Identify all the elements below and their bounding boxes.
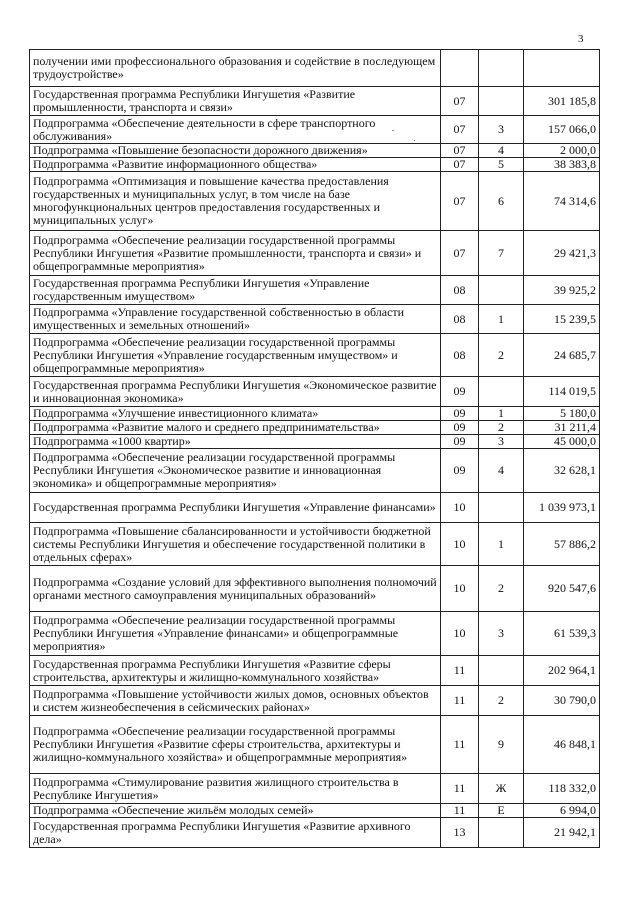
row-name: Подпрограмма «Обеспечение деятельности в сфере транспортного обслуживания»	[30, 116, 441, 144]
row-subprogram-code	[479, 656, 524, 686]
row-subprogram-code	[479, 276, 524, 305]
table-row	[30, 276, 600, 305]
row-name: Подпрограмма «Создание условий для эффективного выполнения полномочий органами местного самоуправления муниципальных образований»	[30, 566, 441, 612]
row-name: Подпрограмма «Обеспечение реализации государственной программы Республики Ингушетия «Развитие промышленности, транспорта и связи» и общепрограммные мероприятия»	[30, 231, 441, 276]
row-subprogram-code: Ж	[479, 774, 524, 804]
row-program-code: 08	[441, 334, 479, 377]
row-subprogram-code: Е	[479, 804, 524, 818]
row-subprogram-code: 5	[479, 158, 524, 172]
table-row	[30, 421, 600, 435]
row-amount: 21 942,1	[524, 818, 600, 848]
table-row	[30, 305, 600, 334]
row-program-code: 09	[441, 377, 479, 407]
table-row	[30, 566, 600, 612]
table-row	[30, 493, 600, 523]
table-row	[30, 818, 600, 848]
row-subprogram-code: 3	[479, 116, 524, 144]
row-name: Подпрограмма «Обеспечение реализации государственной программы Республики Ингушетия «Управление финансами» и общепрограммные мероприятия»	[30, 612, 441, 656]
row-subprogram-code	[479, 818, 524, 848]
row-program-code: 07	[441, 87, 479, 116]
row-amount: 57 886,2	[524, 523, 600, 566]
row-program-code: 08	[441, 305, 479, 334]
row-subprogram-code: 7	[479, 231, 524, 276]
row-amount: 301 185,8	[524, 87, 600, 116]
row-program-code: 10	[441, 566, 479, 612]
row-name: Государственная программа Республики Ингушетия «Развитие архивного дела»	[30, 818, 441, 848]
row-name: Подпрограмма «Улучшение инвестиционного климата»	[30, 407, 441, 421]
table-row	[30, 523, 600, 566]
row-program-code: 11	[441, 656, 479, 686]
table-row	[30, 656, 600, 686]
row-program-code: 08	[441, 276, 479, 305]
row-program-code: 07	[441, 172, 479, 231]
table-row	[30, 612, 600, 656]
row-name: Государственная программа Республики Ингушетия «Экономическое развитие и инновационная экономика»	[30, 377, 441, 407]
row-program-code: 07	[441, 231, 479, 276]
row-name: Подпрограмма «Развитие малого и среднего предпринимательства»	[30, 421, 441, 435]
row-subprogram-code: 2	[479, 334, 524, 377]
row-name: Государственная программа Республики Ингушетия «Управление финансами»	[30, 493, 441, 523]
row-subprogram-code: 6	[479, 172, 524, 231]
table-row	[30, 87, 600, 116]
row-amount: 39 925,2	[524, 276, 600, 305]
table-row	[30, 144, 600, 158]
row-name: Подпрограмма «Обеспечение реализации государственной программы Республики Ингушетия «Управление государственным имуществом» и общепрограммные мероприятия»	[30, 334, 441, 377]
row-amount: 5 180,0	[524, 407, 600, 421]
row-program-code: 11	[441, 774, 479, 804]
scan-speck	[414, 140, 415, 141]
table-row	[30, 449, 600, 493]
row-subprogram-code: 2	[479, 566, 524, 612]
row-program-code: 11	[441, 686, 479, 716]
row-program-code: 10	[441, 523, 479, 566]
table-row	[30, 158, 600, 172]
row-amount	[524, 50, 600, 87]
row-name: Государственная программа Республики Ингушетия «Управление государственным имуществом»	[30, 276, 441, 305]
row-program-code: 11	[441, 716, 479, 774]
row-amount: 24 685,7	[524, 334, 600, 377]
row-subprogram-code: 2	[479, 686, 524, 716]
row-amount: 74 314,6	[524, 172, 600, 231]
row-program-code: 10	[441, 612, 479, 656]
row-program-code	[441, 50, 479, 87]
table-row	[30, 686, 600, 716]
row-name: Подпрограмма «Обеспечение реализации государственной программы Республики Ингушетия «Развитие сферы строительства, архитектуры и жилищно-коммунального хозяйства» и общепрограммные мероприятия»	[30, 716, 441, 774]
table-row	[30, 231, 600, 276]
table-row	[30, 407, 600, 421]
row-name: Подпрограмма «Развитие информационного общества»	[30, 158, 441, 172]
row-subprogram-code: 2	[479, 421, 524, 435]
page-number: 3	[578, 33, 584, 45]
row-name: Подпрограмма «Обеспечение реализации государственной программы Республики Ингушетия «Экономическое развитие и инновационная экономика» и общепрограммные мероприятия»	[30, 449, 441, 493]
row-subprogram-code: 4	[479, 449, 524, 493]
row-name: Подпрограмма «Повышение безопасности дорожного движения»	[30, 144, 441, 158]
table-row	[30, 50, 600, 87]
table-row	[30, 116, 600, 144]
row-subprogram-code: 9	[479, 716, 524, 774]
row-amount: 202 964,1	[524, 656, 600, 686]
row-name: Подпрограмма «Повышение сбалансированности и устойчивости бюджетной системы Республики Ингушетия и обеспечение государственной политики в отдельных сферах»	[30, 523, 441, 566]
row-amount: 920 547,6	[524, 566, 600, 612]
row-subprogram-code: 3	[479, 435, 524, 449]
table-row	[30, 774, 600, 804]
row-amount: 45 000,0	[524, 435, 600, 449]
row-amount: 157 066,0	[524, 116, 600, 144]
row-amount: 118 332,0	[524, 774, 600, 804]
row-program-code: 07	[441, 116, 479, 144]
row-subprogram-code	[479, 493, 524, 523]
row-program-code: 10	[441, 493, 479, 523]
row-subprogram-code: 1	[479, 407, 524, 421]
row-name: Подпрограмма «Стимулирование развития жилищного строительства в Республике Ингушетия»	[30, 774, 441, 804]
row-name: получении ими профессионального образования и содействие в последующем трудоустройстве»	[30, 50, 441, 87]
scan-speck	[392, 130, 394, 131]
row-name: Подпрограмма «1000 квартир»	[30, 435, 441, 449]
row-amount: 30 790,0	[524, 686, 600, 716]
table-row	[30, 172, 600, 231]
table-row	[30, 716, 600, 774]
row-program-code: 07	[441, 144, 479, 158]
row-amount: 46 848,1	[524, 716, 600, 774]
budget-table	[29, 49, 600, 848]
row-subprogram-code	[479, 87, 524, 116]
row-program-code: 09	[441, 407, 479, 421]
row-name: Подпрограмма «Обеспечение жильём молодых семей»	[30, 804, 441, 818]
table-row	[30, 377, 600, 407]
row-subprogram-code: 3	[479, 612, 524, 656]
row-amount: 114 019,5	[524, 377, 600, 407]
row-subprogram-code: 1	[479, 523, 524, 566]
row-program-code: 09	[441, 421, 479, 435]
row-subprogram-code	[479, 50, 524, 87]
row-amount: 29 421,3	[524, 231, 600, 276]
table-row	[30, 334, 600, 377]
row-name: Государственная программа Республики Ингушетия «Развитие сферы строительства, архитектуры и жилищно-коммунального хозяйства»	[30, 656, 441, 686]
row-subprogram-code: 1	[479, 305, 524, 334]
row-amount: 61 539,3	[524, 612, 600, 656]
row-program-code: 11	[441, 804, 479, 818]
row-amount: 15 239,5	[524, 305, 600, 334]
row-program-code: 13	[441, 818, 479, 848]
table-row	[30, 435, 600, 449]
row-amount: 6 994,0	[524, 804, 600, 818]
row-name: Подпрограмма «Повышение устойчивости жилых домов, основных объектов и систем жизнеобеспечения в сейсмических районах»	[30, 686, 441, 716]
table-row	[30, 804, 600, 818]
row-program-code: 09	[441, 435, 479, 449]
row-program-code: 07	[441, 158, 479, 172]
row-amount: 1 039 973,1	[524, 493, 600, 523]
row-subprogram-code: 4	[479, 144, 524, 158]
row-program-code: 09	[441, 449, 479, 493]
row-name: Подпрограмма «Оптимизация и повышение качества предоставления государственных и муниципальных услуг, в том числе на базе многофункциональных центров предоставления государственных и муниципальных услуг»	[30, 172, 441, 231]
row-amount: 38 383,8	[524, 158, 600, 172]
row-amount: 31 211,4	[524, 421, 600, 435]
row-amount: 32 628,1	[524, 449, 600, 493]
row-name: Государственная программа Республики Ингушетия «Развитие промышленности, транспорта и связи»	[30, 87, 441, 116]
row-amount: 2 000,0	[524, 144, 600, 158]
row-name: Подпрограмма «Управление государственной собственностью в области имущественных и земельных отношений»	[30, 305, 441, 334]
row-subprogram-code	[479, 377, 524, 407]
